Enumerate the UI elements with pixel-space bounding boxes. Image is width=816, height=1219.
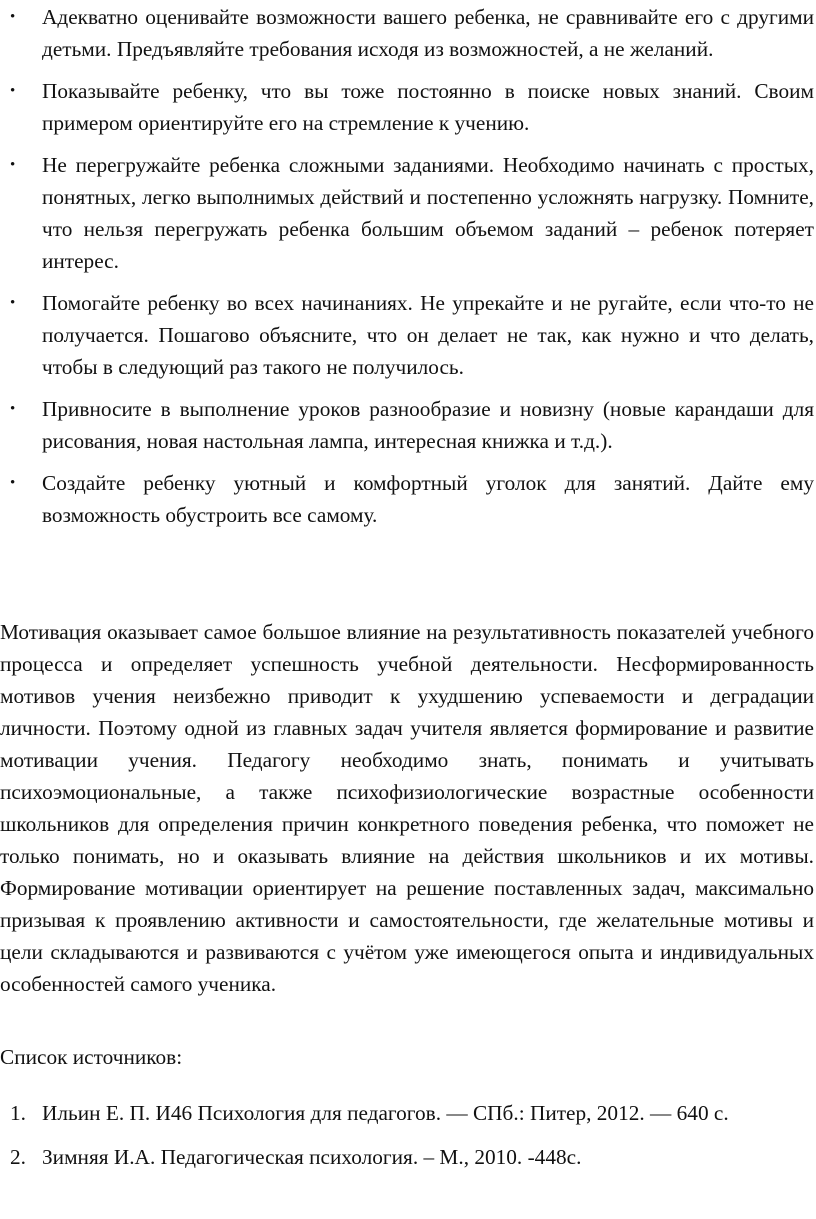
list-item — [0, 149, 814, 277]
source-number: 1. — [10, 1101, 26, 1125]
list-item-text: Адекватно оценивайте возможности вашего ребенка, не сравнивайте его с другими детьми. Предъявляйте требования исходя из возможностей, а не желаний. — [42, 5, 814, 61]
bullet-icon: • — [10, 401, 16, 417]
list-item-text: Показывайте ребенку, что вы тоже постоянно в поиске новых знаний. Своим примером ориентируйте его на стремление к учению. — [42, 79, 814, 135]
bullet-icon: • — [10, 9, 16, 25]
source-text: Зимняя И.А. Педагогическая психология. – М., 2010. -448с. — [42, 1145, 582, 1169]
list-item-text: Создайте ребенку уютный и комфортный уголок для занятий. Дайте ему возможность обустроить все самому. — [42, 471, 814, 527]
list-item-text: Не перегружайте ребенка сложными заданиями. Необходимо начинать с простых, понятных, легко выполнимых действий и постепенно усложнять нагрузку. Помните, что нельзя перегружать ребенка большим объемом заданий – ребенок потеряет интерес. — [42, 153, 814, 273]
bullet-icon: • — [10, 157, 16, 173]
list-item — [0, 393, 814, 457]
recommendations-list — [0, 1, 814, 541]
list-item — [0, 467, 814, 531]
list-item — [0, 75, 814, 139]
list-item-text: Помогайте ребенку во всех начинаниях. Не упрекайте и не ругайте, если что-то не получается. Пошагово объясните, что он делает не так, как нужно и что делать, чтобы в следующий раз такого не получилось. — [42, 291, 814, 379]
list-item-text: Привносите в выполнение уроков разнообразие и новизну (новые карандаши для рисования, новая настольная лампа, интересная книжка и т.д.). — [42, 397, 814, 453]
source-item — [0, 1097, 814, 1129]
sources-list — [0, 1097, 814, 1185]
body-paragraph: Мотивация оказывает самое большое влияние на результативность показателей учебного процесса и определяет успешность учебной деятельности. Несформированность мотивов учения неизбежно приводит к ухудшению успеваемости и деградации личности. Поэтому одной из главных задач учителя является формирование и развитие мотивации учения. Педагогу необходимо знать, понимать и учитывать психоэмоциональные, а также психофизиологические возрастные особенности школьников для определения причин конкретного поведения ребенка, что поможет не только понимать, но и оказывать влияние на действия школьников и их мотивы. Формирование мотивации ориентирует на решение поставленных задач, максимально призывая к проявлению активности и самостоятельности, где желательные мотивы и цели складываются и развиваются с учётом уже имеющегося опыта и индивидуальных особенностей самого ученика. — [0, 620, 814, 996]
source-number: 2. — [10, 1145, 26, 1169]
list-item — [0, 1, 814, 65]
source-text: Ильин Е. П. И46 Психология для педагогов. — СПб.: Питер, 2012. — 640 с. — [42, 1101, 729, 1125]
bullet-icon: • — [10, 295, 16, 311]
list-item — [0, 287, 814, 383]
source-item — [0, 1141, 814, 1173]
bullet-icon: • — [10, 475, 16, 491]
sources-heading: Список источников: — [0, 1045, 183, 1069]
bullet-icon: • — [10, 83, 16, 99]
